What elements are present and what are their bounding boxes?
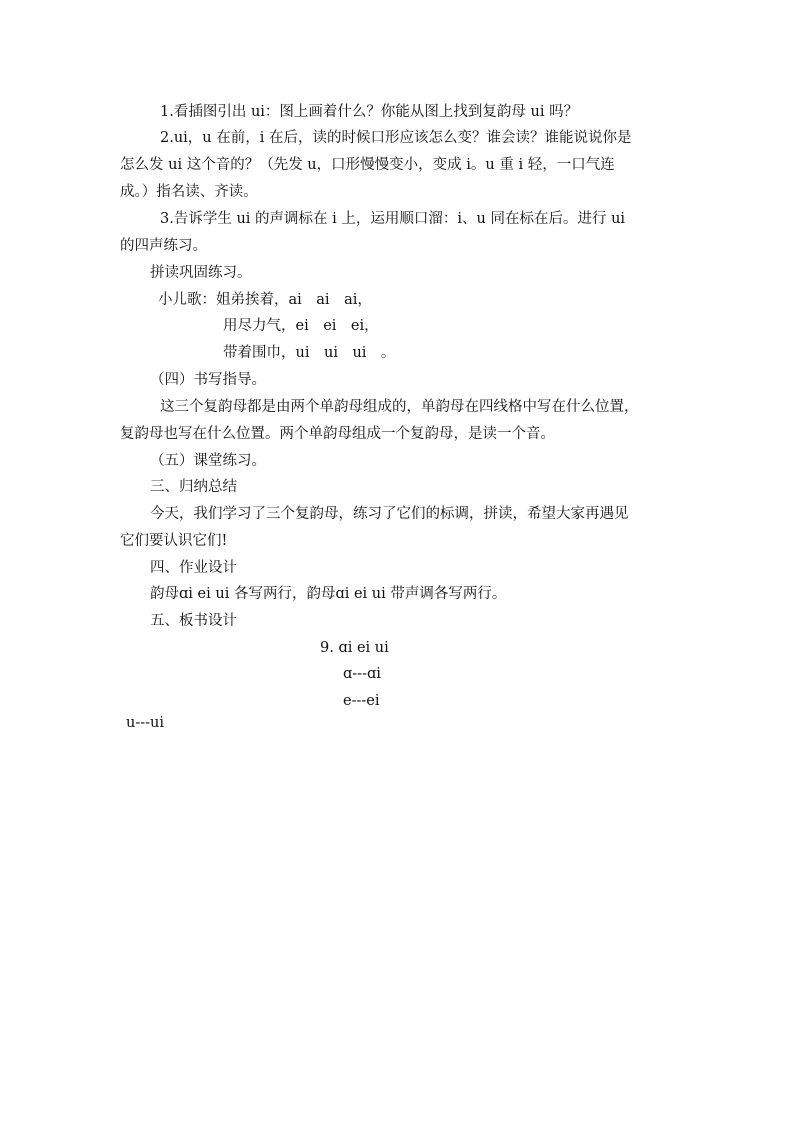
board-line-a: ɑ---ɑi <box>343 666 381 682</box>
paragraph-2-line-1: 2.ui，u 在前，i 在后，读的时候口形应该怎么变？谁会读？谁能说说你是 <box>160 130 632 146</box>
paragraph-2-line-3: 成。）指名读、齐读。 <box>120 184 258 200</box>
section-board-heading: 五、板书设计 <box>150 613 237 629</box>
summary-line-1: 今天，我们学习了三个复韵母，练习了它们的标调，拼读，希望大家再遇见 <box>150 506 629 522</box>
rhyme-line-2: 用尽力气，ei ei ei， <box>223 318 379 334</box>
board-line-e: e---ei <box>343 693 380 709</box>
rhyme-line-1: 小儿歌：姐弟挨着，ai ai ai， <box>158 292 372 308</box>
section-summary-heading: 三、归纳总结 <box>150 479 237 495</box>
paragraph-3-line-2: 的四声练习。 <box>120 238 207 254</box>
paragraph-3-line-1: 3.告诉学生 ui 的声调标在 i 上，运用顺口溜：i、u 同在标在后。进行 ui <box>160 211 626 227</box>
board-title: 9. ɑi ei ui <box>320 640 389 656</box>
section-5-heading: （五）课堂练习。 <box>150 453 266 469</box>
section-4-heading: （四）书写指导。 <box>150 372 266 388</box>
paragraph-1: 1.看插图引出 ui：图上画着什么？你能从图上找到复韵母 ui 吗？ <box>160 104 579 120</box>
paragraph-4: 拼读巩固练习。 <box>150 265 252 281</box>
section-4-line-2: 复韵母也写在什么位置。两个单韵母组成一个复韵母，是读一个音。 <box>120 426 555 442</box>
paragraph-2-line-2: 怎么发 ui 这个音的？（先发 u，口形慢慢变小，变成 i。u 重 i 轻，一口气连 <box>120 157 615 173</box>
section-homework-heading: 四、作业设计 <box>150 560 237 576</box>
summary-line-2: 它们要认识它们! <box>120 533 228 549</box>
board-line-u: u---ui <box>126 715 165 731</box>
homework-text: 韵母ɑi ei ui 各写两行，韵母ɑi ei ui 带声调各写两行。 <box>150 586 507 602</box>
section-4-line-1: 这三个复韵母都是由两个单韵母组成的，单韵母在四线格中写在什么位置， <box>160 399 639 415</box>
rhyme-line-3: 带着围巾，ui ui ui 。 <box>223 345 396 361</box>
